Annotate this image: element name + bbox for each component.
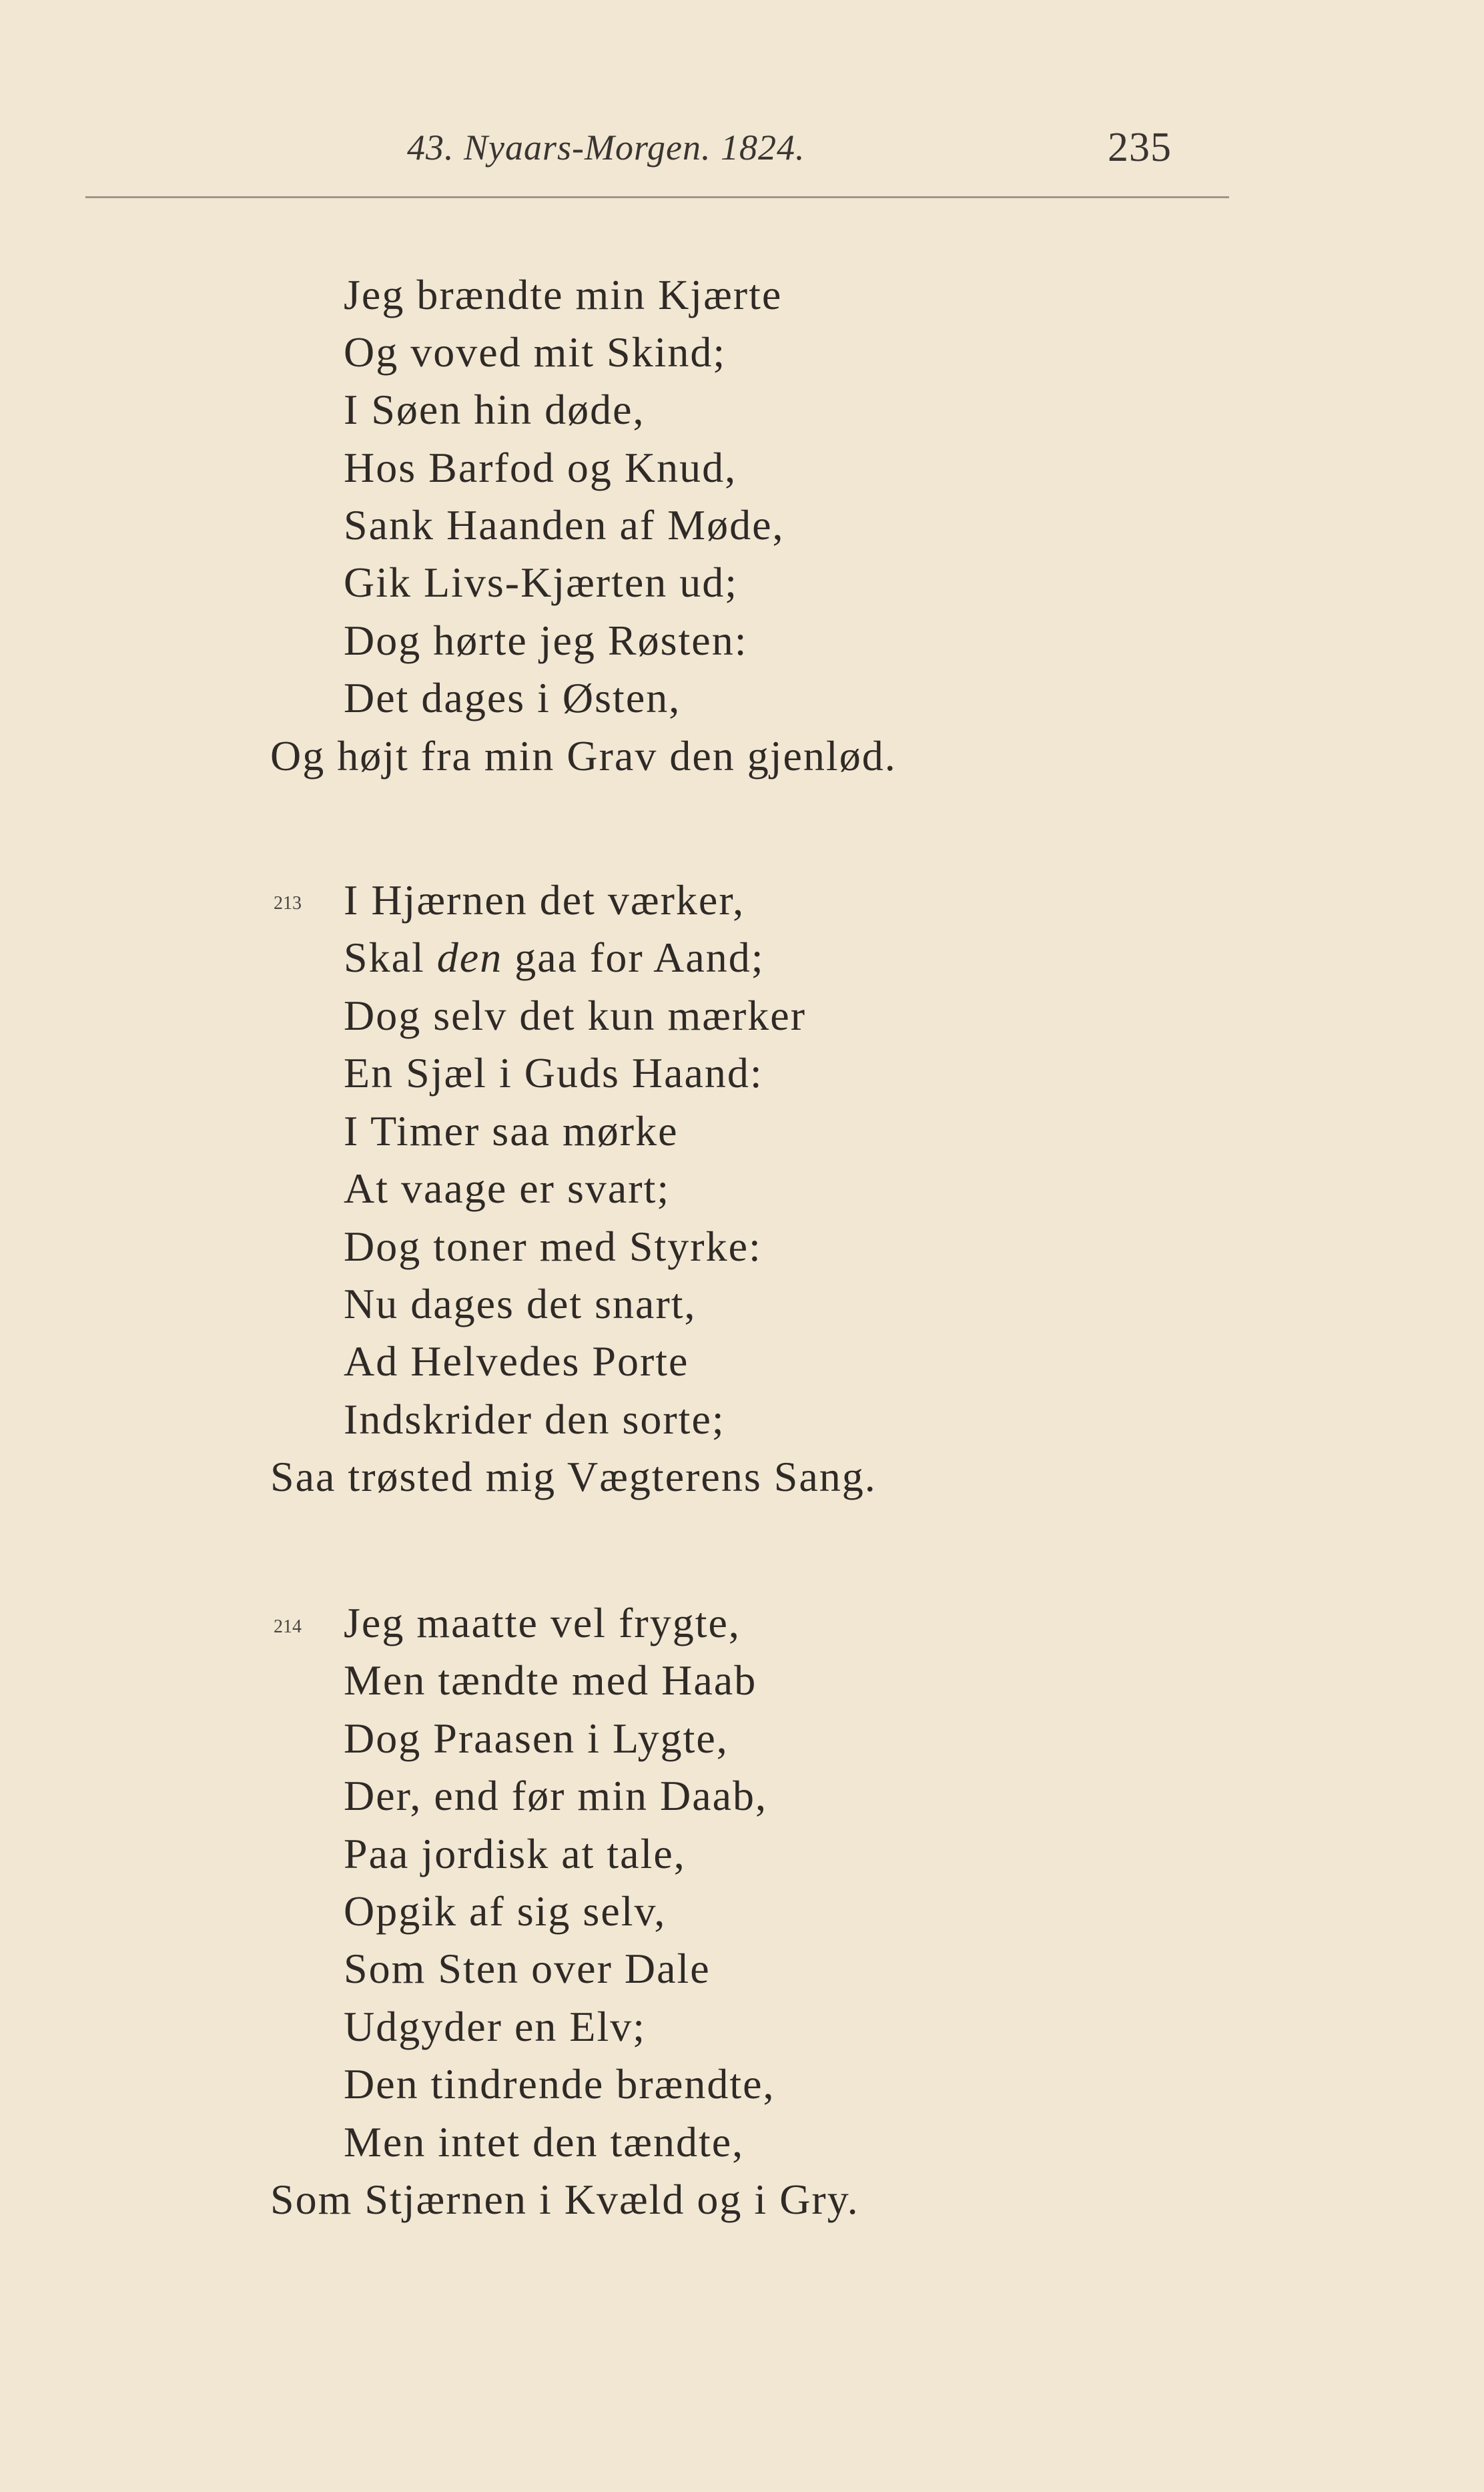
verse-line: En Sjæl i Guds Haand: <box>344 1049 763 1097</box>
verse-line: Det dages i Østen, <box>344 674 681 721</box>
verse-line: Jeg brændte min Kjærte <box>344 271 783 318</box>
verse-line: Sank Haanden af Møde, <box>344 501 785 549</box>
verse-line: Men tændte med Haab <box>344 1656 757 1704</box>
verse-line: Gik Livs-Kjærten ud; <box>344 559 739 606</box>
page-number: 235 <box>1108 125 1172 170</box>
verse-line: Nu dages det snart, <box>344 1280 697 1327</box>
verse-line: I Søen hin døde, <box>344 386 645 433</box>
verse-line: I Hjærnen det værker, <box>344 876 745 924</box>
verse-line: Hos Barfod og Knud, <box>344 444 737 491</box>
verse-line: Men intet den tændte, <box>344 2118 745 2166</box>
verse-line: Paa jordisk at tale, <box>344 1830 686 1877</box>
verse-line: Udgyder en Elv; <box>344 2003 646 2050</box>
verse-line-composite <box>344 936 765 979</box>
running-title: 43. Nyaars-Morgen. 1824. <box>407 127 805 168</box>
header-rule <box>85 196 1229 198</box>
verse-line: Dog selv det kun mærker <box>344 992 806 1039</box>
verse-line: Indskrider den sorte; <box>344 1395 725 1443</box>
emphasized-word: den <box>436 934 503 981</box>
verse-line: I Timer saa mørke <box>344 1107 679 1155</box>
verse-line: Den tindrende brændte, <box>344 2060 775 2108</box>
verse-line: At vaage er svart; <box>344 1165 671 1212</box>
verse-line: Og voved mit Skind; <box>344 328 727 376</box>
verse-line-refrain: Og højt fra min Grav den gjenlød. <box>270 732 897 780</box>
verse-line: Der, end før min Daab, <box>344 1772 767 1819</box>
verse-line: Opgik af sig selv, <box>344 1887 667 1935</box>
page-header <box>0 120 1484 180</box>
verse-line: Ad Helvedes Porte <box>344 1337 689 1385</box>
verse-line-refrain: Saa trøsted mig Vægterens Sang. <box>270 1453 877 1500</box>
verse-word: Skal <box>344 934 425 981</box>
verse-line: Som Sten over Dale <box>344 1945 711 1992</box>
verse-line: Dog Praasen i Lygte, <box>344 1715 729 1762</box>
verse-line: Dog toner med Styrke: <box>344 1223 762 1270</box>
stanza-number: 213 <box>274 893 302 914</box>
verse-line: Dog hørte jeg Røsten: <box>344 617 748 664</box>
verse-line: Jeg maatte vel frygte, <box>344 1599 741 1646</box>
stanza-number: 214 <box>274 1616 302 1637</box>
verse-word: gaa for Aand; <box>514 934 765 981</box>
verse-line-refrain: Som Stjærnen i Kvæld og i Gry. <box>270 2176 859 2223</box>
